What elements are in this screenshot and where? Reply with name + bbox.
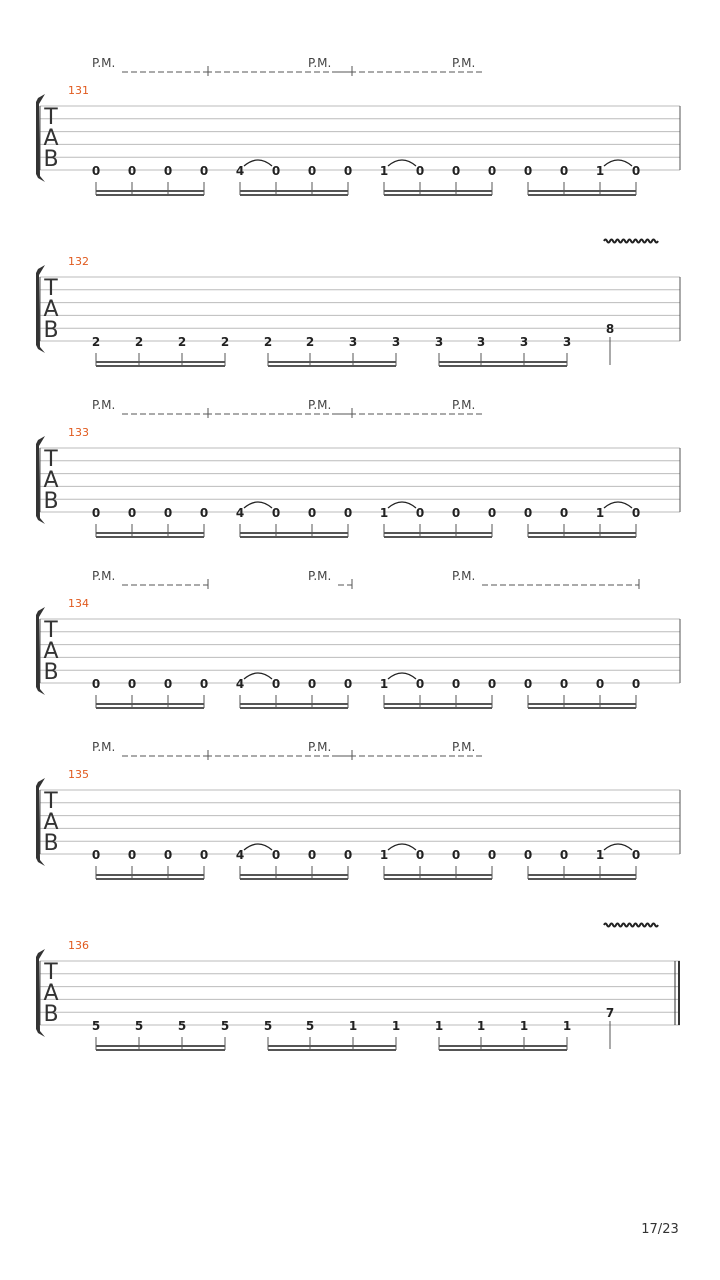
fret-number: 3 (476, 335, 486, 349)
beam-secondary (528, 194, 636, 196)
fret-number: 0 (451, 164, 461, 178)
fret-number: 0 (307, 164, 317, 178)
tab-clef-letter: A (43, 810, 59, 835)
fret-number: 3 (519, 335, 529, 349)
fret-number-sustained: 8 (605, 322, 615, 336)
tie-arc (244, 844, 272, 850)
beam-secondary (384, 878, 492, 880)
beam-primary (528, 874, 636, 876)
beam-secondary (96, 536, 204, 538)
fret-number: 0 (91, 164, 101, 178)
tie-arc (388, 673, 416, 679)
tab-clef-letter: B (43, 489, 59, 514)
beam-primary (240, 703, 348, 705)
fret-number: 0 (163, 164, 173, 178)
palm-mute-label: P.M. (452, 740, 476, 754)
measure-number: 133 (68, 426, 89, 439)
fret-number: 0 (487, 164, 497, 178)
tab-system-132 (36, 240, 680, 368)
palm-mute-label: P.M. (308, 740, 332, 754)
fret-number-sustained: 7 (605, 1006, 615, 1020)
fret-number: 0 (559, 848, 569, 862)
beam-secondary (268, 365, 396, 367)
fret-number: 0 (343, 164, 353, 178)
fret-number: 0 (307, 677, 317, 691)
fret-number: 0 (271, 506, 281, 520)
beam-secondary (240, 536, 348, 538)
fret-number: 1 (595, 848, 605, 862)
beam-secondary (439, 365, 567, 367)
tab-system-136 (36, 924, 680, 1052)
palm-mute-label: P.M. (308, 398, 332, 412)
fret-number: 0 (559, 677, 569, 691)
tab-clef-letter: A (43, 981, 59, 1006)
tie-arc (604, 844, 632, 850)
fret-number: 0 (307, 848, 317, 862)
tab-system-133 (36, 398, 680, 538)
tab-clef-letter: T (44, 789, 58, 814)
fret-number: 0 (523, 506, 533, 520)
beam-secondary (96, 194, 204, 196)
beam-secondary (240, 707, 348, 709)
vibrato-marking (604, 240, 658, 243)
fret-number: 0 (343, 506, 353, 520)
tab-clef-letter: T (44, 960, 58, 985)
fret-number: 1 (379, 506, 389, 520)
palm-mute-label: P.M. (92, 740, 116, 754)
fret-number: 4 (235, 506, 245, 520)
fret-number: 0 (127, 677, 137, 691)
beam-primary (96, 874, 204, 876)
fret-number: 2 (134, 335, 144, 349)
fret-number: 0 (631, 506, 641, 520)
fret-number: 0 (271, 677, 281, 691)
beam-primary (384, 703, 492, 705)
fret-number: 2 (177, 335, 187, 349)
fret-number: 0 (271, 848, 281, 862)
tab-clef-letter: T (44, 276, 58, 301)
tab-system-131 (36, 56, 680, 196)
tab-clef-letter: B (43, 660, 59, 685)
fret-number: 0 (415, 677, 425, 691)
fret-number: 2 (220, 335, 230, 349)
beam-primary (96, 190, 204, 192)
fret-number: 2 (263, 335, 273, 349)
tab-clef-letter: T (44, 618, 58, 643)
fret-number: 1 (379, 848, 389, 862)
tab-clef-letter: A (43, 639, 59, 664)
fret-number: 1 (595, 506, 605, 520)
beam-secondary (439, 1049, 567, 1051)
fret-number: 5 (91, 1019, 101, 1033)
beam-primary (439, 1045, 567, 1047)
tab-system-135 (36, 740, 680, 880)
fret-number: 5 (177, 1019, 187, 1033)
tab-clef-letter: A (43, 468, 59, 493)
palm-mute-label: P.M. (92, 569, 116, 583)
fret-number: 3 (391, 335, 401, 349)
beam-primary (240, 190, 348, 192)
fret-number: 0 (199, 848, 209, 862)
tie-arc (388, 844, 416, 850)
fret-number: 1 (434, 1019, 444, 1033)
tab-clef-letter: B (43, 831, 59, 856)
fret-number: 0 (631, 848, 641, 862)
fret-number: 1 (391, 1019, 401, 1033)
fret-number: 0 (559, 506, 569, 520)
fret-number: 0 (415, 848, 425, 862)
fret-number: 0 (487, 506, 497, 520)
fret-number: 0 (487, 848, 497, 862)
fret-number: 0 (163, 506, 173, 520)
tab-clef-letter: T (44, 447, 58, 472)
fret-number: 3 (562, 335, 572, 349)
fret-number: 0 (199, 677, 209, 691)
tab-clef-letter: B (43, 318, 59, 343)
tab-clef-letter: T (44, 105, 58, 130)
fret-number: 0 (127, 506, 137, 520)
beam-primary (384, 874, 492, 876)
measure-number: 135 (68, 768, 89, 781)
fret-number: 1 (348, 1019, 358, 1033)
beam-secondary (240, 194, 348, 196)
fret-number: 0 (163, 848, 173, 862)
beam-primary (528, 532, 636, 534)
fret-number: 0 (451, 848, 461, 862)
fret-number: 0 (199, 164, 209, 178)
fret-number: 0 (631, 677, 641, 691)
fret-number: 1 (562, 1019, 572, 1033)
fret-number: 0 (415, 506, 425, 520)
beam-primary (240, 532, 348, 534)
beam-primary (268, 1045, 396, 1047)
fret-number: 0 (595, 677, 605, 691)
tie-arc (604, 502, 632, 508)
beam-secondary (528, 536, 636, 538)
beam-secondary (96, 365, 225, 367)
beam-secondary (96, 878, 204, 880)
palm-mute-label: P.M. (92, 56, 116, 70)
palm-mute-label: P.M. (308, 569, 332, 583)
fret-number: 0 (523, 164, 533, 178)
fret-number: 1 (379, 677, 389, 691)
fret-number: 5 (263, 1019, 273, 1033)
fret-number: 0 (415, 164, 425, 178)
measure-number: 132 (68, 255, 89, 268)
beam-secondary (384, 194, 492, 196)
palm-mute-label: P.M. (452, 569, 476, 583)
beam-secondary (96, 707, 204, 709)
fret-number: 3 (348, 335, 358, 349)
palm-mute-label: P.M. (308, 56, 332, 70)
tie-arc (388, 160, 416, 166)
fret-number: 0 (307, 506, 317, 520)
beam-primary (528, 190, 636, 192)
beam-secondary (268, 1049, 396, 1051)
beam-primary (240, 874, 348, 876)
beam-primary (528, 703, 636, 705)
fret-number: 2 (305, 335, 315, 349)
beam-primary (96, 361, 225, 363)
beam-primary (384, 532, 492, 534)
palm-mute-label: P.M. (452, 56, 476, 70)
fret-number: 1 (595, 164, 605, 178)
tab-system-134 (36, 569, 680, 709)
beam-primary (96, 1045, 225, 1047)
fret-number: 0 (163, 677, 173, 691)
fret-number: 0 (91, 506, 101, 520)
vibrato-marking (604, 924, 658, 927)
fret-number: 0 (487, 677, 497, 691)
measure-number: 131 (68, 84, 89, 97)
tie-arc (244, 673, 272, 679)
fret-number: 1 (476, 1019, 486, 1033)
fret-number: 0 (631, 164, 641, 178)
tie-arc (388, 502, 416, 508)
beam-secondary (528, 707, 636, 709)
fret-number: 0 (127, 164, 137, 178)
tab-clef-letter: B (43, 1002, 59, 1027)
fret-number: 2 (91, 335, 101, 349)
tie-arc (244, 160, 272, 166)
fret-number: 0 (559, 164, 569, 178)
palm-mute-label: P.M. (92, 398, 116, 412)
beam-primary (96, 703, 204, 705)
measure-number: 134 (68, 597, 89, 610)
fret-number: 0 (271, 164, 281, 178)
fret-number: 4 (235, 677, 245, 691)
fret-number: 5 (134, 1019, 144, 1033)
tab-clef-letter: A (43, 126, 59, 151)
beam-secondary (240, 878, 348, 880)
beam-secondary (528, 878, 636, 880)
beam-secondary (384, 707, 492, 709)
fret-number: 5 (220, 1019, 230, 1033)
fret-number: 0 (343, 677, 353, 691)
measure-number: 136 (68, 939, 89, 952)
fret-number: 0 (523, 848, 533, 862)
fret-number: 4 (235, 164, 245, 178)
fret-number: 1 (379, 164, 389, 178)
fret-number: 3 (434, 335, 444, 349)
fret-number: 0 (343, 848, 353, 862)
tab-clef-letter: A (43, 297, 59, 322)
fret-number: 0 (199, 506, 209, 520)
beam-secondary (384, 536, 492, 538)
fret-number: 0 (451, 506, 461, 520)
beam-primary (439, 361, 567, 363)
fret-number: 0 (91, 677, 101, 691)
beam-primary (96, 532, 204, 534)
page-number: 17/23 (641, 1222, 679, 1237)
fret-number: 0 (451, 677, 461, 691)
beam-primary (268, 361, 396, 363)
fret-number: 5 (305, 1019, 315, 1033)
tab-clef-letter: B (43, 147, 59, 172)
fret-number: 1 (519, 1019, 529, 1033)
tie-arc (604, 160, 632, 166)
fret-number: 0 (523, 677, 533, 691)
fret-number: 4 (235, 848, 245, 862)
palm-mute-label: P.M. (452, 398, 476, 412)
beam-secondary (96, 1049, 225, 1051)
fret-number: 0 (91, 848, 101, 862)
tie-arc (244, 502, 272, 508)
fret-number: 0 (127, 848, 137, 862)
beam-primary (384, 190, 492, 192)
